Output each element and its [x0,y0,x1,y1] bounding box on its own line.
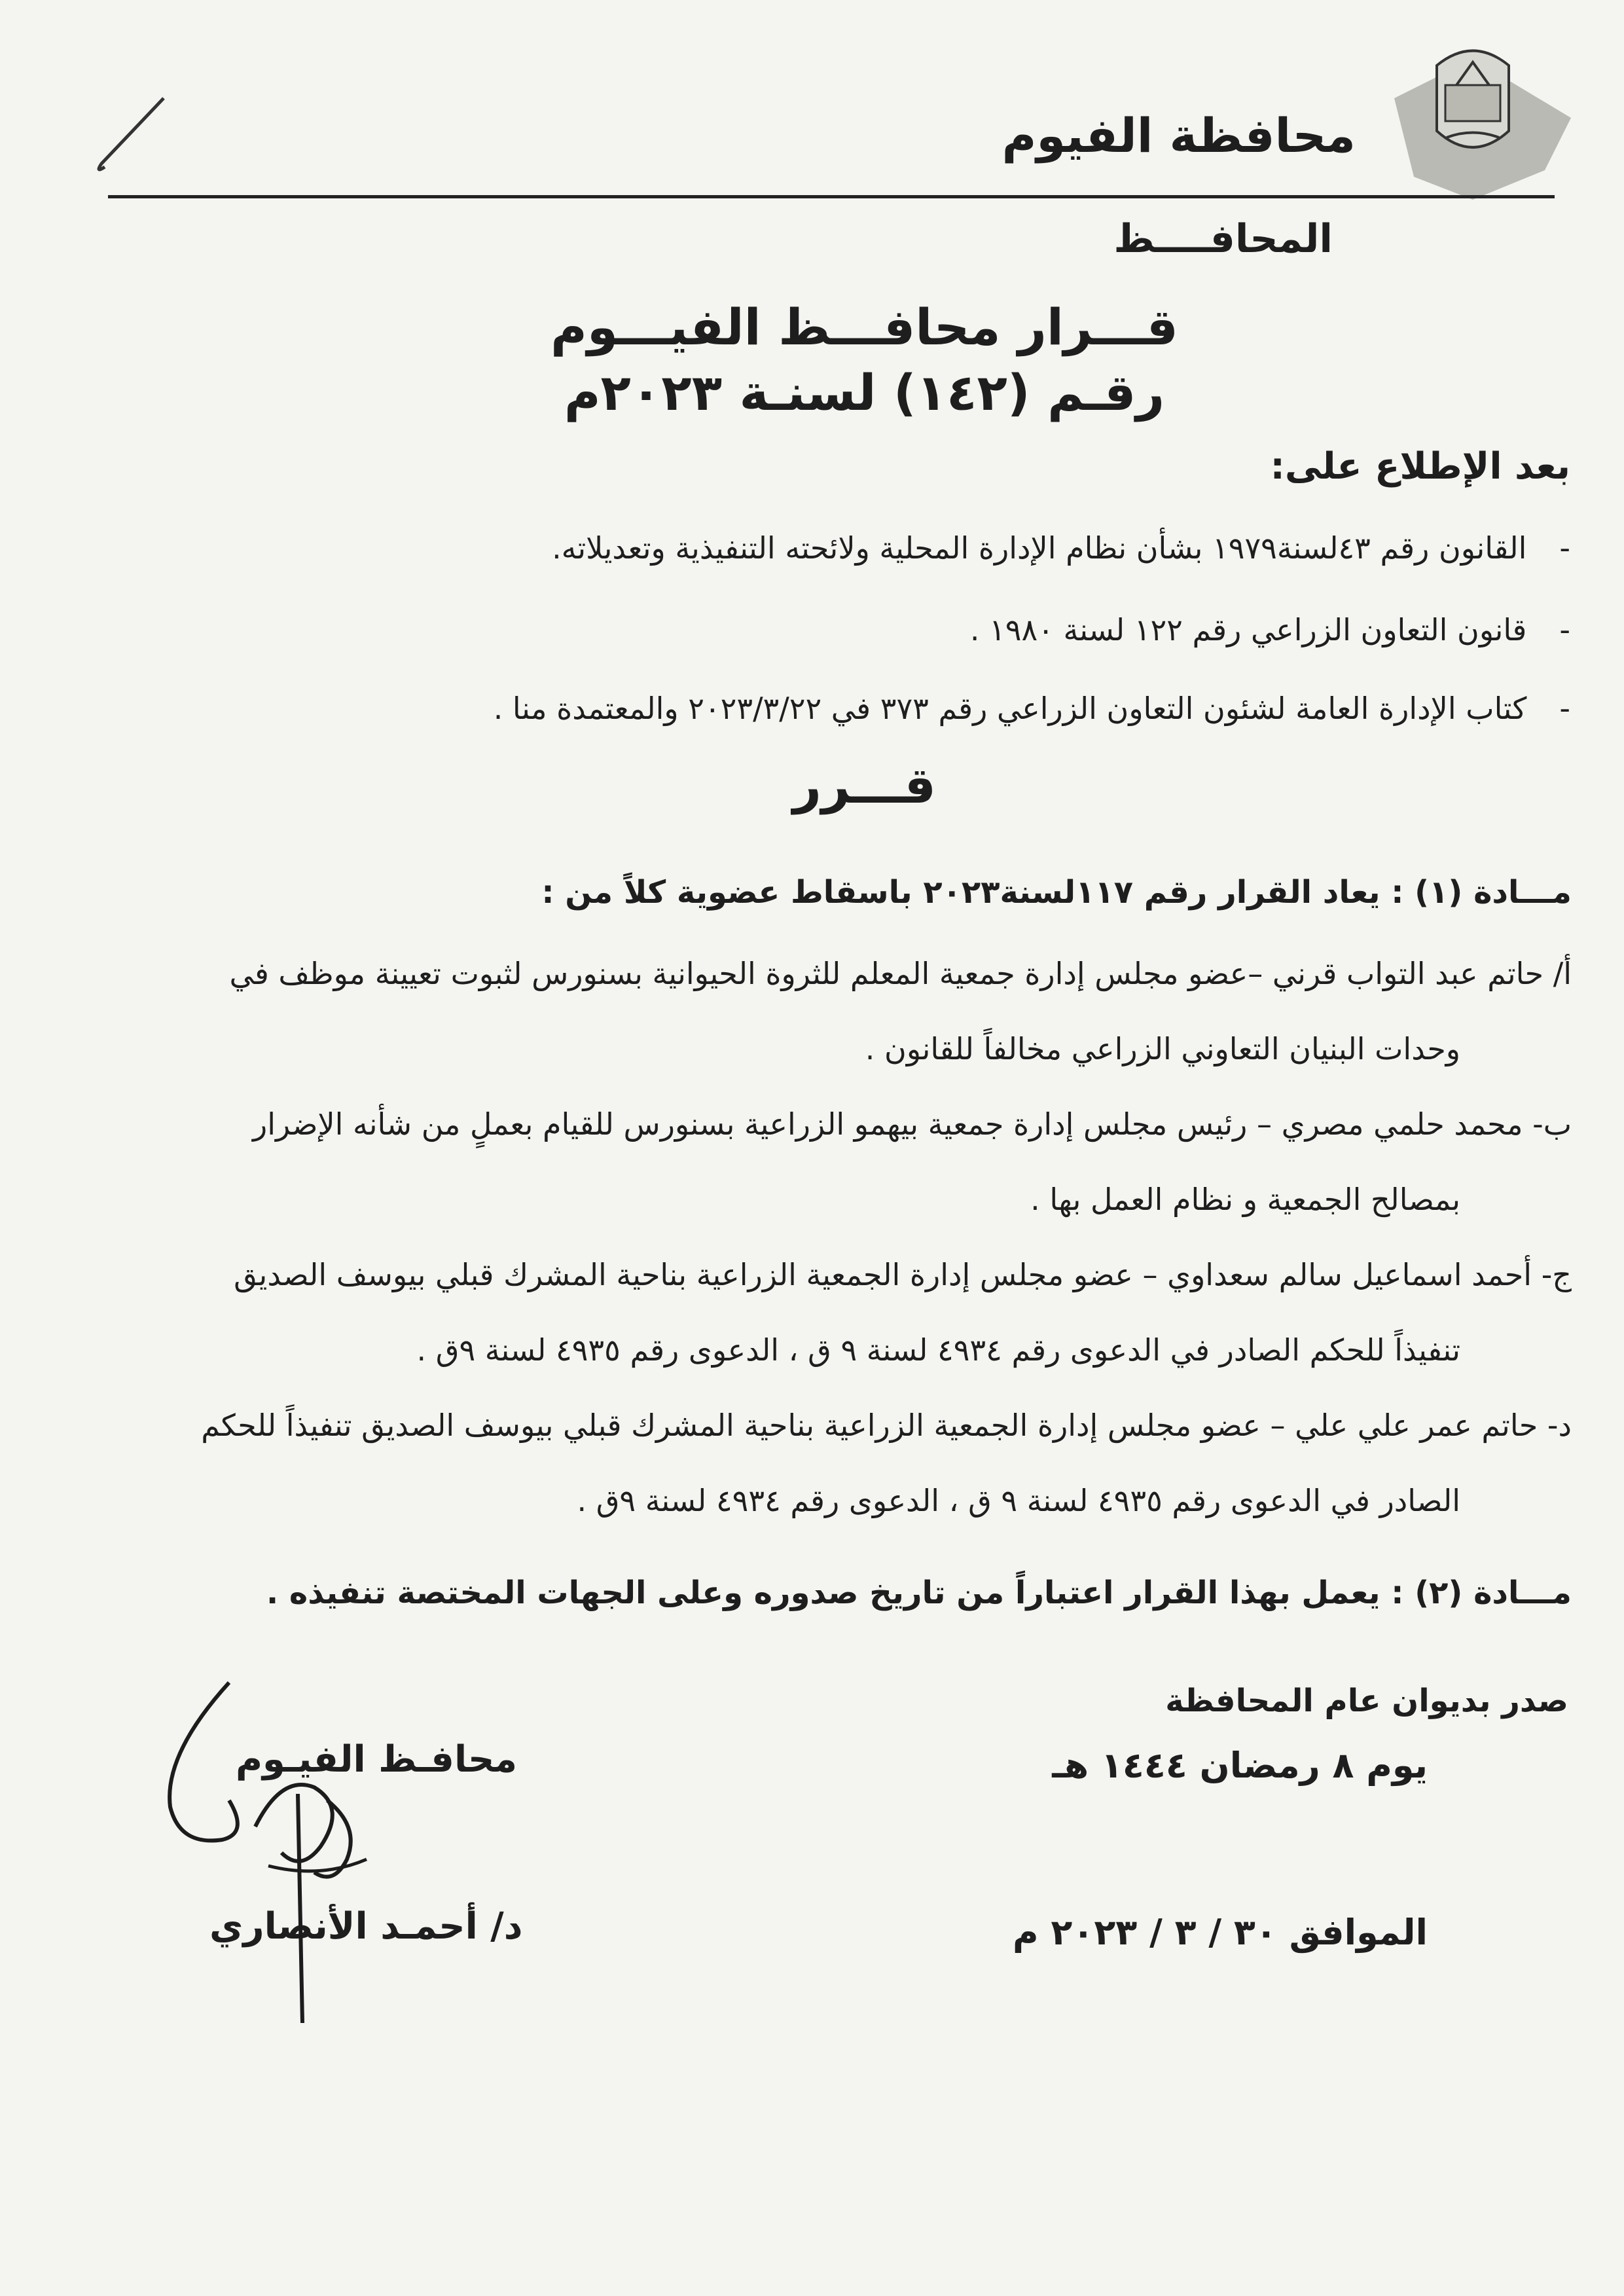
article-item-line: د- حاتم عمر علي علي – عضو مجلس إدارة الجمعية الزراعية بناحية المشرك قبلي بيوسف الصديق تنفيذاً للحكم [201,1408,1572,1443]
governorate-logo [1375,39,1578,203]
decided-heading: قـــرر [793,756,936,814]
header-rule [108,195,1555,198]
signer-title: محافـظ الفيـوم [236,1738,518,1781]
bullet-dash: - [1559,612,1570,647]
handwritten-signature [151,1676,386,2043]
article-item-line: تنفيذاً للحكم الصادر في الدعوى رقم ٤٩٣٤ لسنة ٩ ق ، الدعوى رقم ٤٩٣٥ لسنة ٩ق . [416,1332,1460,1368]
preamble-item-text: قانون التعاون الزراعي رقم ١٢٢ لسنة ١٩٨٠ . [969,612,1527,647]
preamble-item [970,612,1570,647]
article-2: مـــادة (٢) : يعمل بهذا القرار اعتباراً من تاريخ صدوره وعلى الجهات المختصة تنفيذه . [266,1575,1572,1611]
article-1-heading: مـــادة (١) : يعاد القرار رقم ١١٧لسنة٢٠٢٣ باسقاط عضوية كلاً من : [541,874,1572,911]
article-item-line: بمصالح الجمعية و نظام العمل بها . [1030,1182,1460,1217]
hijri-date: يوم ٨ رمضان ١٤٤٤ هـ [1052,1745,1428,1786]
governorate-name: محافظة الفيوم [1001,108,1356,163]
issued-at: صدر بديوان عام المحافظة [1165,1683,1568,1719]
gregorian-date: الموافق ٣٠ / ٣ / ٢٠٢٣ م [1013,1912,1428,1953]
bullet-dash: - [1559,691,1570,726]
article-item-line: الصادر في الدعوى رقم ٤٩٣٥ لسنة ٩ ق ، الدعوى رقم ٤٩٣٤ لسنة ٩ق . [577,1483,1460,1518]
article-item-line: ج- أحمد اسماعيل سالم سعداوي – عضو مجلس إدارة الجمعية الزراعية بناحية المشرك قبلي بيوسف الصديق [234,1257,1572,1292]
article-item-line: أ/ حاتم عبد التواب قرني –عضو مجلس إدارة جمعية المعلم للثروة الحيوانية بسنورس لثبوت تعيينة موظف في [229,956,1572,991]
decree-title: قـــرار محافـــظ الفيـــوم [550,298,1178,356]
preamble-item [494,691,1570,726]
preamble-item-text: القانون رقم ٤٣لسنة١٩٧٩ بشأن نظام الإدارة المحلية ولائحته التنفيذية وتعديلاته. [552,530,1527,566]
preamble-heading: بعد الإطلاع على: [1270,445,1570,488]
scan-pen-mark [85,92,170,177]
article-item-line: ب- محمد حلمي مصري – رئيس مجلس إدارة جمعية بيهمو الزراعية بسنورس للقيام بعملٍ من شأنه الإضرار [252,1106,1572,1142]
article-item-line: وحدات البنيان التعاوني الزراعي مخالفاً للقانون . [865,1031,1460,1066]
decree-number: رقـم (١٤٢) لسنـة ٢٠٢٣م [564,363,1165,422]
preamble-item-text: كتاب الإدارة العامة لشئون التعاون الزراعي رقم ٣٧٣ في ٢٠٢٣/٣/٢٢ والمعتمدة منا . [493,691,1527,726]
signer-name: د/ أحمـد الأنصاري [209,1905,523,1948]
preamble-item [552,530,1570,566]
bullet-dash: - [1559,530,1570,566]
office-title: المحافــــظ [1113,216,1333,262]
